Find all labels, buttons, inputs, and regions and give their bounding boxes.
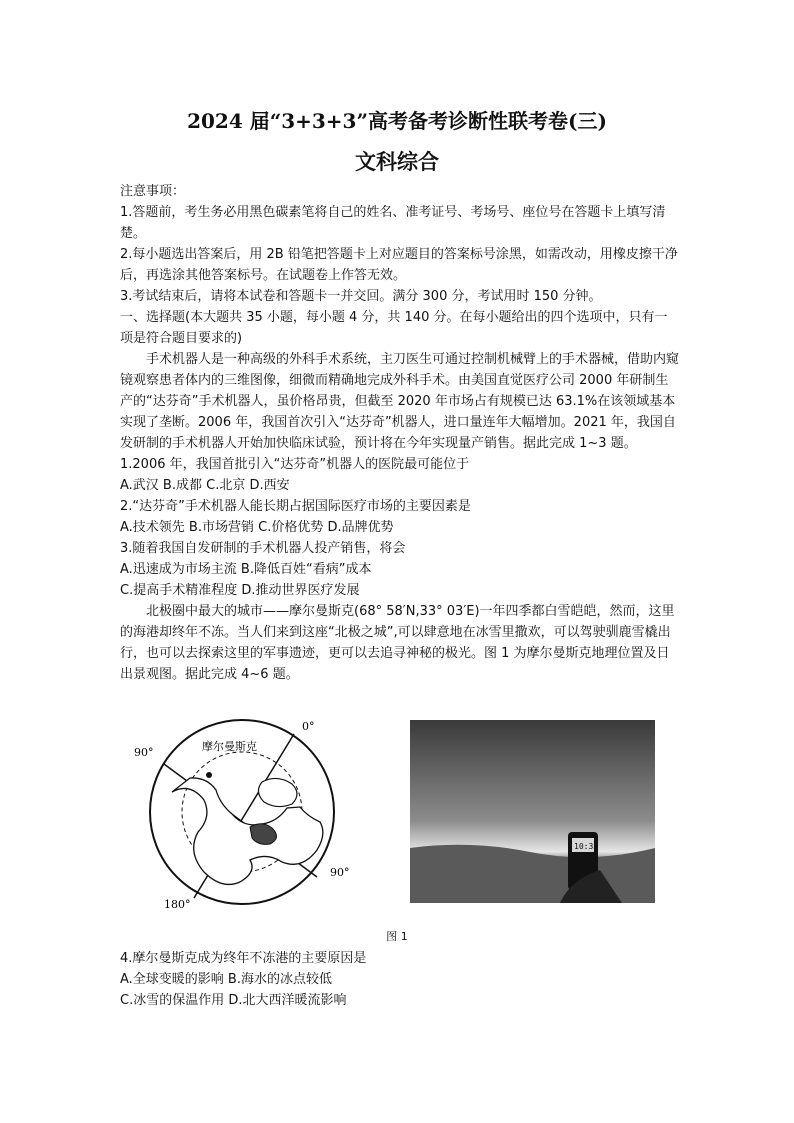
passage-robot: 手术机器人是一种高级的外科手术系统，主刀医生可通过控制机械臂上的手术器械，借助内窥镜观察患者体内的三维图像，细微而精确地完成外科手术。由美国直觉医疗公司 2000 年研制生产的“达芬奇”手术机器人，虽价格昂贵，但截至 2020 年市场占有规模已达 63.1%在该领域基本实现了垄断。2006 年，我国首次引入“达芬奇”机器人，进口量连年大幅增加。2021 年，我国自发研制的手术机器人开始加快临床试验，预计将在今年实现量产销售。据此完成 1~3 题。 (120, 352, 680, 451)
question-2-stem: 2.“达芬奇”手术机器人能长期占据国际医疗市场的主要因素是 (120, 499, 471, 514)
map-label-180: 180° (164, 898, 191, 911)
notice-item-3: 3.考试结束后，请将本试卷和答题卡一并交回。满分 300 分，考试用时 150 分钟。 (120, 289, 602, 304)
murmansk-location-icon (206, 772, 212, 778)
question-3-stem: 3.随着我国自发研制的手术机器人投产销售，将会 (120, 541, 406, 556)
phone-time: 10:35 (574, 842, 599, 851)
exam-title: 2024 届“3+3+3”高考备考诊断性联考卷(三) (187, 109, 607, 133)
question-1-stem: 1.2006 年，我国首批引入“达芬奇”机器人的医院最可能位于 (120, 457, 470, 472)
map-label-90-right: 90° (330, 866, 350, 879)
question-4-options-2: C.冰雪的保温作用 D.北大西洋暖流影响 (120, 993, 347, 1008)
map-label-90-left: 90° (134, 746, 154, 759)
question-3-options: A.迅速成为市场主流 B.降低百姓“看病”成本 (120, 562, 372, 577)
figure-caption: 图 1 (386, 930, 408, 943)
map-label-0-deg: 0° (302, 720, 315, 733)
notice-item-1: 1.答题前，考生务必用黑色碳素笔将自己的姓名、准考证号、考场号、座位号在答题卡上填写清楚。 (120, 205, 666, 241)
passage-murmansk: 北极圈中最大的城市——摩尔曼斯克(68° 58′N,33° 03′E)一年四季都白雪皑皑，然而，这里的海港却终年不冻。当人们来到这座“北极之城”,可以肆意地在冰雪里撒欢，可以驾驶驯鹿雪橇出行，也可以去探索这里的军事遗迹，更可以去追寻神秘的极光。图 1 为摩尔曼斯克地理位置及日出景观图。据此完成 4~6 题。 (120, 604, 675, 682)
section-heading: 一、选择题(本大题共 35 小题，每小题 4 分，共 140 分。在每小题给出的四个选项中，只有一项是符合题目要求的) (120, 310, 668, 346)
question-3-options-2: C.提高手术精准程度 D.推动世界医疗发展 (120, 583, 360, 598)
polar-map-figure (112, 712, 372, 912)
question-block-b (120, 948, 680, 1011)
question-2-options: A.技术领先 B.市场营销 C.价格优势 D.品牌优势 (120, 520, 394, 535)
question-4-options: A.全球变暖的影响 B.海水的冰点较低 (120, 972, 332, 987)
exam-subject: 文科综合 (355, 149, 439, 174)
exam-body (120, 181, 680, 685)
question-1-options: A.武汉 B.成都 C.北京 D.西安 (120, 478, 290, 493)
sunrise-photo (410, 720, 655, 903)
map-label-murmansk: 摩尔曼斯克 (202, 740, 257, 753)
question-4-stem: 4.摩尔曼斯克成为终年不冻港的主要原因是 (120, 951, 367, 966)
notice-heading: 注意事项： (120, 184, 186, 199)
notice-item-2: 2.每小题选出答案后，用 2B 铅笔把答题卡上对应题目的答案标号涂黑，如需改动，用橡皮擦干净后，再选涂其他答案标号。在试题卷上作答无效。 (120, 247, 678, 283)
